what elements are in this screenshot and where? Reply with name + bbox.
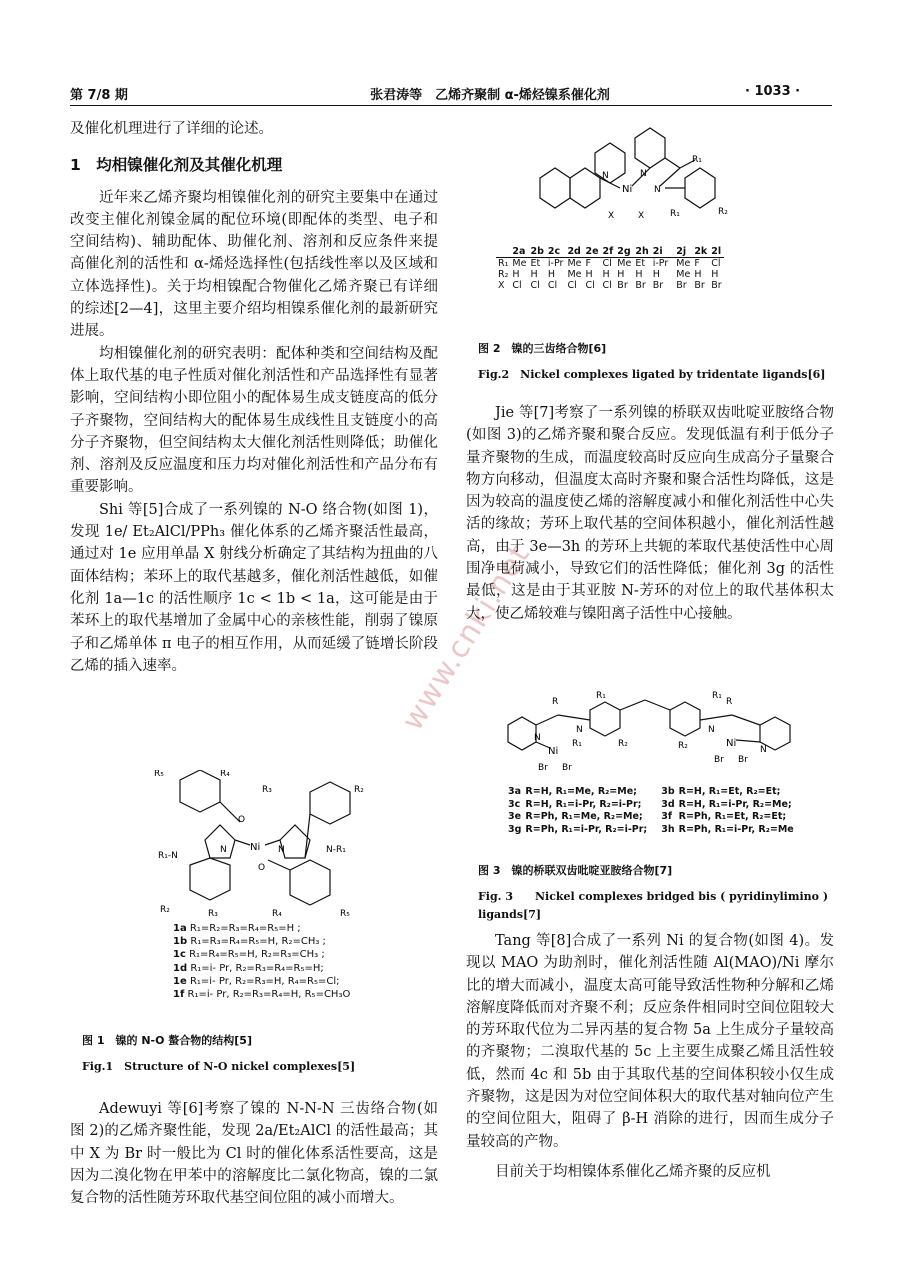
- svg-text:R: R: [726, 697, 733, 707]
- table-cell: i-Pr: [547, 258, 564, 269]
- svg-text:R₁: R₁: [670, 209, 680, 219]
- table-cell: Me: [512, 258, 527, 269]
- fig3-caption-cn: 图 3 镍的桥联双齿吡啶亚胺络合物[7]: [478, 864, 673, 877]
- svg-text:R₃: R₃: [262, 785, 272, 795]
- table-cell: Cl: [547, 280, 558, 291]
- table-row: [496, 269, 724, 280]
- fig3-structure: [500, 690, 830, 780]
- svg-text:R₄: R₄: [220, 770, 230, 779]
- table-cell: 2c: [547, 246, 561, 257]
- svg-text:R₁: R₁: [596, 691, 606, 701]
- compound-id: 3c: [508, 798, 521, 810]
- fig2-caption-en: Fig.2 Nickel complexes ligated by tridentate ligands[6]: [478, 368, 826, 381]
- table-cell: R₂: [498, 269, 509, 280]
- table-cell: Br: [617, 280, 628, 291]
- section-heading: 1 均相镍催化剂及其催化机理: [70, 156, 283, 175]
- left-column-bottom: [70, 1098, 438, 1209]
- svg-text:X: X: [638, 211, 645, 221]
- table-row: [496, 280, 724, 291]
- table-cell: Et: [530, 258, 541, 269]
- compound-desc: R=H, R₁=Et, R₂=Et;: [678, 786, 781, 797]
- table-cell: Me: [617, 258, 632, 269]
- table-cell: Me: [676, 269, 691, 280]
- page-number: · 1033 ·: [745, 84, 801, 99]
- table-cell: Cl: [585, 280, 595, 291]
- table-cell: H: [585, 269, 593, 280]
- table-cell: H: [652, 269, 660, 280]
- fig1-caption-cn: 图 1 镍的 N-O 螯合物的结构[5]: [82, 1034, 252, 1047]
- svg-text:N: N: [640, 169, 647, 179]
- table-cell: Br: [652, 280, 664, 291]
- table-cell: H: [512, 269, 520, 280]
- table-cell: 2i: [652, 246, 663, 257]
- svg-text:N: N: [278, 845, 285, 855]
- right-column: [466, 402, 834, 625]
- svg-text:R₁: R₁: [712, 691, 722, 701]
- svg-text:Ni: Ni: [622, 184, 633, 195]
- compound-id: 3f: [661, 811, 672, 823]
- table-cell: [496, 246, 510, 258]
- table-cell: H: [602, 269, 610, 280]
- compound-desc: R=H, R₁=Me, R₂=Me;: [525, 786, 637, 797]
- table-cell: 2j: [676, 246, 687, 257]
- svg-text:O: O: [258, 863, 266, 873]
- header-rule: [70, 105, 832, 106]
- svg-text:N: N: [760, 745, 767, 755]
- para-5: Jie 等[7]考察了一系列镍的桥联双齿吡啶亚胺络合物(如图 3)的乙烯齐聚和聚合反应。发现低温有利于低分子量齐聚物的生成，而温度较高时反应向生成高分子量聚合物方向移动，但温度太高时齐聚和聚合活性均降低，这是因为较高的温度使乙烯的溶解度减小和催化剂活性中心失活的缘故；芳环上取代基的空间体积越小，催化剂活性越高，由于 3e—3h 的芳环上共轭的苯取代基使活性中心周围净电荷减小，导致它们的活性降低；催化剂 3g 的活性最低，这是由于其亚胺 N-芳环的对位上的取代基体积太大，使乙烯较难与镍阳离子活性中心接触。: [466, 405, 834, 622]
- compound-id: 3h: [661, 823, 675, 835]
- compound-id: 3d: [661, 798, 675, 810]
- compound-desc: R=Ph, R₁=Me, R₂=Me;: [525, 811, 643, 823]
- svg-text:R₂: R₂: [718, 207, 728, 217]
- right-column-bottom: [466, 930, 834, 1183]
- para-7: 目前关于均相镍体系催化乙烯齐聚的反应机: [495, 1163, 771, 1180]
- fig3-caption-en: Fig. 3 Nickel complexes bridged bis ( pyridinylimino ): [478, 890, 829, 903]
- para-4: Adewuyi 等[6]考察了镍的 N-N-N 三齿络合物(如图 2)的乙烯齐聚性能，发现 2a/Et₂AlCl 的活性最高；其中 X 为 Br 时一般比为 Cl 时的催化体系活性要高，这是因为二溴化物在甲苯中的溶解度比二氯化物高，镍的二氯复合物的活性随芳环取代基空间位阻的减小而增大。: [70, 1101, 438, 1207]
- table-cell: H: [547, 269, 556, 280]
- watermark: www.cnki.net: [395, 538, 538, 737]
- compound-row: 1c R₁=R₄=R₅=H, R₂=R₃=CH₃ ;: [173, 949, 325, 961]
- compound-row: 1a R₁=R₂=R₃=R₄=R₅=H ;: [173, 923, 301, 934]
- table-cell: Br: [635, 280, 646, 291]
- compound-desc: R=Ph, R₁=i-Pr, R₂=Me: [678, 823, 794, 835]
- svg-text:N: N: [602, 171, 609, 181]
- svg-text:Br: Br: [714, 755, 724, 765]
- table-cell: Cl: [530, 280, 540, 291]
- para-6: Tang 等[8]合成了一系列 Ni 的复合物(如图 4)。发现以 MAO 为助剂时，催化剂活性随 Al(MAO)/Ni 摩尔比的增大而减小，温度太高可能导致活性物种分解和乙烯溶解度降低而对齐聚不利；反应条件相同时空间位阻较大的芳环取代位为二异丙基的复合物 5a 上生成分子量较高的齐聚物；二溴取代基的 5c 上主要生成聚乙烯且活性较低，然而 4c 和 5b 由于其取代基的空间体积较小仅生成齐聚物，这是因为对位空间体积大的取代基对轴向位产生的空间位阻大，阻碍了 β-H 消除的进行，因而生成分子量较高的产物。: [466, 933, 834, 1150]
- table-cell: X: [498, 280, 505, 291]
- table-cell: Et: [635, 258, 646, 269]
- table-cell: 2h: [635, 246, 649, 257]
- table-row: [496, 258, 724, 270]
- compound-row: [506, 811, 796, 824]
- svg-text:O: O: [238, 815, 246, 825]
- svg-text:R₂: R₂: [354, 785, 364, 795]
- table-cell: H: [711, 269, 719, 280]
- compound-id: 3e: [508, 811, 522, 823]
- svg-text:X: X: [608, 211, 615, 221]
- table-cell: Me: [567, 258, 582, 269]
- table-cell: 2f: [602, 246, 614, 257]
- table-cell: Me: [567, 269, 582, 280]
- table-cell: Me: [676, 258, 691, 269]
- para-intro-end: 及催化机理进行了详细的论述。: [70, 121, 273, 137]
- table-cell: 2g: [617, 246, 631, 257]
- fig1-structure: [150, 770, 380, 920]
- fig1-caption-en: Fig.1 Structure of N-O nickel complexes[5]: [82, 1060, 356, 1073]
- table-cell: Cl: [512, 280, 522, 291]
- table-cell: Cl: [602, 280, 612, 291]
- svg-text:Br: Br: [562, 763, 572, 773]
- para-1: 近年来乙烯齐聚均相镍催化剂的研究主要集中在通过改变主催化剂镍金属的配位环境(即配体的类型、电子和空间结构)、辅助配体、助催化剂、溶剂和反应条件来提高催化剂的活性和 α-烯烃选择性(包括线性率以及区域和立体选择性)。关于均相镍配合物催化乙烯齐聚已有详细的综述[2—4]，这里主要介绍均相镍系催化剂的最新研究进展。: [70, 189, 438, 340]
- table-cell: Br: [676, 280, 687, 291]
- svg-text:N: N: [534, 733, 541, 743]
- fig2-substituent-table: [496, 246, 724, 291]
- compound-row: [506, 824, 796, 837]
- running-title: 张君涛等 乙烯齐聚制 α-烯烃镍系催化剂: [370, 88, 610, 103]
- table-cell: 2e: [585, 246, 599, 257]
- compound-row: 1f R₁=i- Pr, R₂=R₃=R₄=H, R₅=CH₃O: [173, 989, 351, 1001]
- compound-desc: R=Ph, R₁=Et, R₂=Et;: [678, 811, 787, 823]
- table-header-row: [496, 246, 724, 258]
- svg-text:Br: Br: [738, 755, 748, 765]
- fig3-compound-list: [506, 786, 796, 836]
- compound-row: 1e R₁=i- Pr, R₂=R₃=H, R₄=R₅=Cl;: [173, 975, 340, 987]
- table-cell: F: [694, 258, 700, 269]
- svg-text:Ni: Ni: [250, 842, 261, 853]
- compound-id: 3g: [508, 823, 522, 835]
- table-cell: 2d: [567, 246, 581, 257]
- table-cell: 2l: [711, 246, 722, 257]
- compound-id: 3a: [508, 786, 522, 797]
- fig2-structure: [520, 118, 760, 236]
- table-cell: H: [635, 269, 643, 280]
- svg-text:R₁: R₁: [692, 155, 702, 165]
- table-cell: Cl: [602, 258, 612, 269]
- fig2-caption-cn: 图 2 镍的三齿络合物[6]: [478, 342, 607, 355]
- svg-text:R₅: R₅: [154, 770, 164, 779]
- compound-desc: R=Ph, R₁=i-Pr, R₂=i-Pr;: [525, 823, 648, 835]
- svg-text:N-R₁: N-R₁: [326, 845, 346, 855]
- para-2: 均相镍催化剂的研究表明：配体种类和空间结构及配体上取代基的电子性质对催化剂活性和产品选择性有显著影响，空间结构小即位阻小的配体易生成支链度高的低分子齐聚物，空间结构大的配体易生成线性且支链度小的高分子齐聚物，但空间结构太大催化剂活性则降低；助催化剂、溶剂及反应温度和压力均对催化剂活性和产品分布有重要影响。: [70, 345, 438, 496]
- table-cell: F: [585, 258, 591, 269]
- svg-text:R₁-N: R₁-N: [158, 851, 178, 861]
- svg-text:R: R: [552, 697, 559, 707]
- svg-text:Ni: Ni: [548, 746, 559, 757]
- para-3: Shi 等[5]合成了一系列镍的 N-O 络合物(如图 1)，发现 1e/ Et₂AlCl/PPh₃ 催化体系的乙烯齐聚活性最高，通过对 1e 应用单晶 X 射线分析确定了其结构为扭曲的八面体结构；苯环上的取代基越多，催化剂活性越低，如催化剂 1a—1c 的活性顺序 1c < 1b < 1a，这可能是由于苯环上的取代基增加了金属中心的亲核性能，削弱了镍原子和乙烯单体 π 电子的相互作用，从而延缓了链增长阶段乙烯的插入速率。: [70, 501, 438, 674]
- table-cell: Cl: [711, 258, 721, 269]
- table-cell: i-Pr: [652, 258, 669, 269]
- svg-text:R₂: R₂: [160, 905, 170, 915]
- compound-desc: R=H, R₁=i-Pr, R₂=i-Pr;: [525, 798, 642, 810]
- compound-id: 3b: [661, 786, 675, 797]
- svg-text:N: N: [708, 725, 715, 735]
- svg-text:R₅: R₅: [340, 909, 350, 919]
- compound-desc: R=H, R₁=i-Pr, R₂=Me;: [678, 798, 792, 810]
- table-cell: Cl: [567, 280, 577, 291]
- svg-text:N: N: [576, 725, 583, 735]
- compound-row: 1d R₁=i- Pr, R₂=R₃=R₄=R₅=H;: [173, 962, 324, 974]
- svg-text:R₂: R₂: [618, 739, 628, 749]
- journal-issue: 第 7/8 期: [70, 88, 128, 103]
- fig3-caption-en-cont: ligands[7]: [478, 908, 542, 921]
- svg-text:R₁: R₁: [572, 739, 582, 749]
- svg-text:R₃: R₃: [208, 909, 218, 919]
- table-cell: Br: [711, 280, 722, 291]
- table-cell: R₁: [498, 258, 509, 269]
- table-cell: 2k: [694, 246, 708, 257]
- compound-row: [506, 786, 796, 799]
- svg-text:N: N: [220, 845, 227, 855]
- table-cell: H: [694, 269, 702, 280]
- table-cell: H: [530, 269, 538, 280]
- table-cell: Br: [694, 280, 705, 291]
- svg-text:Ni: Ni: [726, 738, 737, 749]
- svg-text:N: N: [654, 185, 661, 195]
- table-cell: H: [617, 269, 625, 280]
- compound-row: 1b R₁=R₃=R₄=R₅=H, R₂=CH₃ ;: [173, 936, 326, 948]
- svg-text:R₂: R₂: [678, 741, 688, 751]
- fig1-compound-list: [173, 922, 350, 1001]
- left-column: [70, 118, 438, 677]
- svg-text:R₄: R₄: [272, 909, 282, 919]
- table-cell: 2a: [512, 246, 526, 257]
- compound-row: [506, 799, 796, 812]
- table-cell: 2b: [530, 246, 544, 257]
- svg-text:Br: Br: [538, 763, 548, 773]
